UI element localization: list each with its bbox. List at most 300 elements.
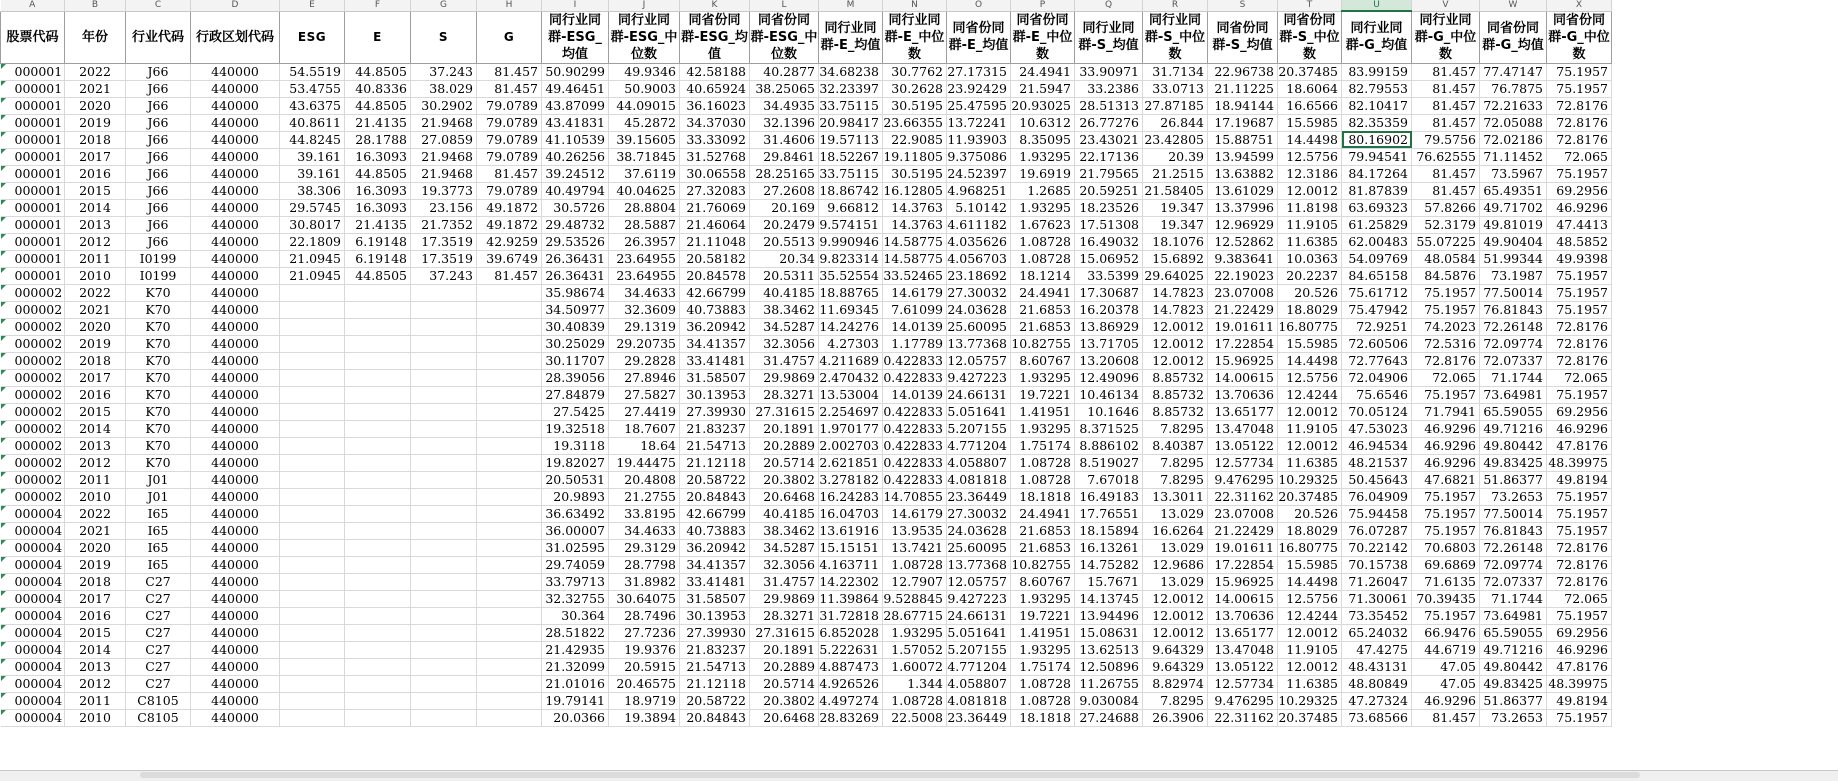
- data-cell[interactable]: 440000: [191, 97, 280, 114]
- data-cell[interactable]: 30.7762: [883, 63, 947, 80]
- data-cell[interactable]: 000004: [1, 675, 65, 692]
- data-cell[interactable]: 29.74059: [542, 556, 609, 573]
- data-cell[interactable]: 20.84578: [680, 267, 750, 284]
- data-cell[interactable]: 13.37996: [1208, 199, 1278, 216]
- data-cell[interactable]: 50.90299: [542, 63, 609, 80]
- data-cell[interactable]: 29.2828: [609, 352, 680, 369]
- data-cell[interactable]: 14.0139: [883, 386, 947, 403]
- data-cell[interactable]: 80.16902: [1342, 131, 1412, 148]
- data-cell[interactable]: 440000: [191, 624, 280, 641]
- data-cell[interactable]: 84.65158: [1342, 267, 1412, 284]
- data-cell[interactable]: 34.4935: [750, 97, 819, 114]
- data-cell[interactable]: 2021: [65, 80, 126, 97]
- data-cell[interactable]: [411, 590, 477, 607]
- data-cell[interactable]: 1.41951: [1011, 403, 1075, 420]
- data-cell[interactable]: 20.1891: [750, 420, 819, 437]
- data-cell[interactable]: 49.81019: [1480, 216, 1547, 233]
- data-cell[interactable]: 72.065: [1547, 590, 1612, 607]
- data-cell[interactable]: 1.970177: [819, 420, 883, 437]
- data-cell[interactable]: 2022: [65, 63, 126, 80]
- data-cell[interactable]: 76.07287: [1342, 522, 1412, 539]
- data-cell[interactable]: 17.3519: [411, 250, 477, 267]
- data-cell[interactable]: 72.8176: [1547, 318, 1612, 335]
- data-cell[interactable]: 73.64981: [1480, 607, 1547, 624]
- data-cell[interactable]: 17.30687: [1075, 284, 1143, 301]
- data-cell[interactable]: 39.6749: [477, 250, 542, 267]
- data-cell[interactable]: 48.80849: [1342, 675, 1412, 692]
- data-cell[interactable]: 13.7421: [883, 539, 947, 556]
- data-cell[interactable]: 23.07008: [1208, 505, 1278, 522]
- data-cell[interactable]: [411, 403, 477, 420]
- data-cell[interactable]: 82.79553: [1342, 80, 1412, 97]
- data-cell[interactable]: 21.79565: [1075, 165, 1143, 182]
- data-cell[interactable]: 40.8336: [345, 80, 411, 97]
- data-cell[interactable]: 79.94541: [1342, 148, 1412, 165]
- data-cell[interactable]: 32.32755: [542, 590, 609, 607]
- data-cell[interactable]: 13.77368: [947, 556, 1011, 573]
- data-cell[interactable]: 9.427223: [947, 369, 1011, 386]
- data-cell[interactable]: 4.211689: [819, 352, 883, 369]
- data-cell[interactable]: 7.8295: [1143, 692, 1208, 709]
- data-cell[interactable]: 4.968251: [947, 182, 1011, 199]
- data-cell[interactable]: 8.35095: [1011, 131, 1075, 148]
- column-letter-p[interactable]: P: [1011, 0, 1075, 11]
- data-cell[interactable]: 20.84843: [680, 709, 750, 726]
- data-cell[interactable]: 000004: [1, 607, 65, 624]
- data-cell[interactable]: C27: [126, 573, 191, 590]
- data-cell[interactable]: 46.9296: [1547, 199, 1612, 216]
- data-cell[interactable]: 23.156: [411, 199, 477, 216]
- data-cell[interactable]: 440000: [191, 573, 280, 590]
- data-cell[interactable]: 81.457: [477, 267, 542, 284]
- data-cell[interactable]: 21.5947: [1011, 80, 1075, 97]
- data-cell[interactable]: 49.9346: [609, 63, 680, 80]
- data-cell[interactable]: 44.8505: [345, 165, 411, 182]
- data-cell[interactable]: 20.3802: [750, 471, 819, 488]
- data-cell[interactable]: 44.8505: [345, 267, 411, 284]
- data-cell[interactable]: 5.051641: [947, 403, 1011, 420]
- data-cell[interactable]: [345, 607, 411, 624]
- data-cell[interactable]: 9.66812: [819, 199, 883, 216]
- data-cell[interactable]: [345, 590, 411, 607]
- data-cell[interactable]: 76.81843: [1480, 522, 1547, 539]
- data-cell[interactable]: [411, 692, 477, 709]
- data-cell[interactable]: 2015: [65, 182, 126, 199]
- data-cell[interactable]: 12.0012: [1143, 607, 1208, 624]
- data-cell[interactable]: 40.4185: [750, 284, 819, 301]
- data-cell[interactable]: K70: [126, 318, 191, 335]
- data-cell[interactable]: 2010: [65, 267, 126, 284]
- data-cell[interactable]: 9.476295: [1208, 692, 1278, 709]
- data-cell[interactable]: 20.37485: [1278, 63, 1342, 80]
- data-cell[interactable]: 31.8982: [609, 573, 680, 590]
- data-cell[interactable]: 24.03628: [947, 522, 1011, 539]
- data-cell[interactable]: 47.27324: [1342, 692, 1412, 709]
- data-cell[interactable]: 18.88765: [819, 284, 883, 301]
- data-cell[interactable]: 71.30061: [1342, 590, 1412, 607]
- data-cell[interactable]: 33.8195: [609, 505, 680, 522]
- data-cell[interactable]: 16.80775: [1278, 539, 1342, 556]
- data-cell[interactable]: 1.2685: [1011, 182, 1075, 199]
- data-cell[interactable]: 49.8194: [1547, 471, 1612, 488]
- data-cell[interactable]: 2020: [65, 539, 126, 556]
- data-cell[interactable]: 20.6468: [750, 709, 819, 726]
- data-cell[interactable]: 44.8245: [280, 131, 345, 148]
- data-cell[interactable]: 17.19687: [1208, 114, 1278, 131]
- data-cell[interactable]: 1.344: [883, 675, 947, 692]
- data-cell[interactable]: 49.80442: [1480, 658, 1547, 675]
- data-cell[interactable]: 55.07225: [1412, 233, 1480, 250]
- data-cell[interactable]: 9.427223: [947, 590, 1011, 607]
- data-cell[interactable]: 2011: [65, 692, 126, 709]
- data-cell[interactable]: 13.65177: [1208, 403, 1278, 420]
- data-cell[interactable]: K70: [126, 335, 191, 352]
- data-cell[interactable]: 16.12805: [883, 182, 947, 199]
- data-cell[interactable]: 47.8176: [1547, 437, 1612, 454]
- data-cell[interactable]: 12.4244: [1278, 607, 1342, 624]
- data-cell[interactable]: 13.029: [1143, 573, 1208, 590]
- data-cell[interactable]: 2017: [65, 148, 126, 165]
- data-cell[interactable]: 69.2956: [1547, 182, 1612, 199]
- column-letter-e[interactable]: E: [280, 0, 345, 11]
- data-cell[interactable]: 19.9376: [609, 641, 680, 658]
- data-cell[interactable]: 47.4275: [1342, 641, 1412, 658]
- data-cell[interactable]: 440000: [191, 658, 280, 675]
- column-letter-m[interactable]: M: [819, 0, 883, 11]
- data-cell[interactable]: 31.58507: [680, 369, 750, 386]
- data-cell[interactable]: 2013: [65, 658, 126, 675]
- data-cell[interactable]: 15.5985: [1278, 335, 1342, 352]
- data-cell[interactable]: J66: [126, 131, 191, 148]
- data-cell[interactable]: 12.05757: [947, 352, 1011, 369]
- data-cell[interactable]: 440000: [191, 539, 280, 556]
- data-cell[interactable]: [280, 692, 345, 709]
- data-cell[interactable]: 12.5756: [1278, 148, 1342, 165]
- data-cell[interactable]: 21.42935: [542, 641, 609, 658]
- data-cell[interactable]: 14.22302: [819, 573, 883, 590]
- data-cell[interactable]: 81.457: [1412, 709, 1480, 726]
- data-cell[interactable]: [280, 471, 345, 488]
- data-cell[interactable]: 13.20608: [1075, 352, 1143, 369]
- data-cell[interactable]: 27.5827: [609, 386, 680, 403]
- data-cell[interactable]: 42.58188: [680, 63, 750, 80]
- data-cell[interactable]: 63.69323: [1342, 199, 1412, 216]
- data-cell[interactable]: 21.2515: [1143, 165, 1208, 182]
- data-cell[interactable]: [345, 386, 411, 403]
- data-cell[interactable]: 41.10539: [542, 131, 609, 148]
- data-cell[interactable]: 29.48732: [542, 216, 609, 233]
- data-cell[interactable]: I65: [126, 539, 191, 556]
- data-cell[interactable]: 9.823314: [819, 250, 883, 267]
- data-cell[interactable]: 21.6853: [1011, 318, 1075, 335]
- data-cell[interactable]: 4.27303: [819, 335, 883, 352]
- data-cell[interactable]: 71.1744: [1480, 590, 1547, 607]
- data-cell[interactable]: 70.6803: [1412, 539, 1480, 556]
- data-cell[interactable]: 40.2877: [750, 63, 819, 80]
- data-cell[interactable]: 0.422833: [883, 437, 947, 454]
- data-cell[interactable]: 17.76551: [1075, 505, 1143, 522]
- data-cell[interactable]: 13.3011: [1143, 488, 1208, 505]
- data-cell[interactable]: J01: [126, 471, 191, 488]
- data-cell[interactable]: 61.25829: [1342, 216, 1412, 233]
- data-cell[interactable]: 0.422833: [883, 352, 947, 369]
- header-cell[interactable]: 同行业同群-S_均值: [1075, 11, 1143, 63]
- data-cell[interactable]: 81.457: [1412, 165, 1480, 182]
- data-cell[interactable]: [345, 675, 411, 692]
- column-letter-d[interactable]: D: [191, 0, 280, 11]
- data-cell[interactable]: 16.3093: [345, 148, 411, 165]
- data-cell[interactable]: [411, 573, 477, 590]
- data-cell[interactable]: 29.9869: [750, 369, 819, 386]
- data-cell[interactable]: 26.3906: [1143, 709, 1208, 726]
- column-letter-r[interactable]: R: [1143, 0, 1208, 11]
- data-cell[interactable]: 14.7823: [1143, 284, 1208, 301]
- data-cell[interactable]: 2011: [65, 250, 126, 267]
- data-cell[interactable]: 440000: [191, 148, 280, 165]
- data-cell[interactable]: 13.62513: [1075, 641, 1143, 658]
- data-cell[interactable]: [477, 488, 542, 505]
- data-cell[interactable]: 21.32099: [542, 658, 609, 675]
- column-letter-g[interactable]: G: [411, 0, 477, 11]
- data-cell[interactable]: 17.22854: [1208, 556, 1278, 573]
- data-cell[interactable]: 000002: [1, 488, 65, 505]
- data-cell[interactable]: [280, 539, 345, 556]
- data-cell[interactable]: 11.9105: [1278, 420, 1342, 437]
- column-letter-s[interactable]: S: [1208, 0, 1278, 11]
- data-cell[interactable]: 440000: [191, 352, 280, 369]
- data-cell[interactable]: 65.24032: [1342, 624, 1412, 641]
- data-cell[interactable]: 31.02595: [542, 539, 609, 556]
- data-cell[interactable]: 000001: [1, 233, 65, 250]
- data-cell[interactable]: 1.75174: [1011, 437, 1075, 454]
- data-cell[interactable]: 9.64329: [1143, 641, 1208, 658]
- data-cell[interactable]: 38.306: [280, 182, 345, 199]
- data-cell[interactable]: 30.06558: [680, 165, 750, 182]
- data-cell[interactable]: 70.22142: [1342, 539, 1412, 556]
- data-cell[interactable]: 13.05122: [1208, 658, 1278, 675]
- data-cell[interactable]: 43.6375: [280, 97, 345, 114]
- data-cell[interactable]: 24.4941: [1011, 284, 1075, 301]
- data-cell[interactable]: 5.10142: [947, 199, 1011, 216]
- data-cell[interactable]: 1.08728: [883, 692, 947, 709]
- data-cell[interactable]: 10.29325: [1278, 471, 1342, 488]
- data-cell[interactable]: 73.2653: [1480, 488, 1547, 505]
- data-cell[interactable]: 23.07008: [1208, 284, 1278, 301]
- data-cell[interactable]: 29.9869: [750, 590, 819, 607]
- data-cell[interactable]: 31.58507: [680, 590, 750, 607]
- data-cell[interactable]: 12.0012: [1278, 658, 1342, 675]
- data-cell[interactable]: 9.574151: [819, 216, 883, 233]
- data-cell[interactable]: 76.62555: [1412, 148, 1480, 165]
- data-cell[interactable]: 2019: [65, 335, 126, 352]
- data-cell[interactable]: 20.5714: [750, 454, 819, 471]
- data-cell[interactable]: [280, 420, 345, 437]
- data-cell[interactable]: 38.029: [411, 80, 477, 97]
- data-cell[interactable]: [411, 301, 477, 318]
- data-cell[interactable]: 2.254697: [819, 403, 883, 420]
- data-cell[interactable]: 12.5756: [1278, 590, 1342, 607]
- data-cell[interactable]: 70.15738: [1342, 556, 1412, 573]
- data-cell[interactable]: 16.04703: [819, 505, 883, 522]
- data-cell[interactable]: 20.6468: [750, 488, 819, 505]
- data-cell[interactable]: 2018: [65, 573, 126, 590]
- data-cell[interactable]: 7.61099: [883, 301, 947, 318]
- data-cell[interactable]: [477, 573, 542, 590]
- column-letter-b[interactable]: B: [65, 0, 126, 11]
- data-cell[interactable]: 1.08728: [1011, 675, 1075, 692]
- data-cell[interactable]: 21.2755: [609, 488, 680, 505]
- data-cell[interactable]: 20.2479: [750, 216, 819, 233]
- data-cell[interactable]: 38.71845: [609, 148, 680, 165]
- data-cell[interactable]: 13.70636: [1208, 386, 1278, 403]
- data-cell[interactable]: 10.6312: [1011, 114, 1075, 131]
- data-cell[interactable]: 21.11048: [680, 233, 750, 250]
- data-cell[interactable]: 13.05122: [1208, 437, 1278, 454]
- data-cell[interactable]: 40.4185: [750, 505, 819, 522]
- data-cell[interactable]: [411, 675, 477, 692]
- data-cell[interactable]: 27.7236: [609, 624, 680, 641]
- data-cell[interactable]: 2018: [65, 352, 126, 369]
- data-cell[interactable]: 27.2608: [750, 182, 819, 199]
- header-cell[interactable]: 同省份同群-S_中位数: [1279, 12, 1340, 62]
- data-cell[interactable]: 36.16023: [680, 97, 750, 114]
- data-cell[interactable]: 26.3957: [609, 233, 680, 250]
- data-cell[interactable]: 72.8176: [1547, 335, 1612, 352]
- data-cell[interactable]: 000004: [1, 556, 65, 573]
- data-cell[interactable]: 71.6135: [1412, 573, 1480, 590]
- data-cell[interactable]: 28.7798: [609, 556, 680, 573]
- data-cell[interactable]: 76.04909: [1342, 488, 1412, 505]
- data-cell[interactable]: 24.4941: [1011, 505, 1075, 522]
- data-cell[interactable]: 1.08728: [1011, 454, 1075, 471]
- data-cell[interactable]: 75.1957: [1547, 607, 1612, 624]
- data-cell[interactable]: 19.347: [1143, 216, 1208, 233]
- data-cell[interactable]: 74.2023: [1412, 318, 1480, 335]
- data-cell[interactable]: J66: [126, 216, 191, 233]
- data-cell[interactable]: 23.66355: [883, 114, 947, 131]
- data-cell[interactable]: 49.83425: [1480, 454, 1547, 471]
- data-cell[interactable]: I65: [126, 522, 191, 539]
- data-cell[interactable]: 84.17264: [1342, 165, 1412, 182]
- data-cell[interactable]: 14.4498: [1278, 573, 1342, 590]
- data-cell[interactable]: 21.83237: [680, 641, 750, 658]
- data-cell[interactable]: [477, 301, 542, 318]
- data-cell[interactable]: 2019: [65, 556, 126, 573]
- data-cell[interactable]: 000001: [1, 63, 65, 80]
- data-cell[interactable]: 38.3462: [750, 522, 819, 539]
- data-cell[interactable]: 2020: [65, 318, 126, 335]
- data-cell[interactable]: 77.47147: [1480, 63, 1547, 80]
- data-cell[interactable]: 79.0789: [477, 131, 542, 148]
- data-cell[interactable]: 79.0789: [477, 97, 542, 114]
- data-cell[interactable]: 21.54713: [680, 658, 750, 675]
- header-cell[interactable]: 同省份同群-G_均值: [1480, 11, 1547, 63]
- data-cell[interactable]: 20.2237: [1278, 267, 1342, 284]
- data-cell[interactable]: 14.7823: [1143, 301, 1208, 318]
- data-cell[interactable]: [345, 403, 411, 420]
- data-cell[interactable]: 8.60767: [1011, 573, 1075, 590]
- data-cell[interactable]: 46.94534: [1342, 437, 1412, 454]
- data-cell[interactable]: 2022: [65, 284, 126, 301]
- data-cell[interactable]: 000004: [1, 692, 65, 709]
- data-cell[interactable]: K70: [126, 420, 191, 437]
- data-cell[interactable]: 46.9296: [1547, 641, 1612, 658]
- data-cell[interactable]: 14.58775: [883, 250, 947, 267]
- data-cell[interactable]: 8.886102: [1075, 437, 1143, 454]
- data-cell[interactable]: 34.41357: [680, 335, 750, 352]
- data-cell[interactable]: 39.15605: [609, 131, 680, 148]
- data-cell[interactable]: 12.5756: [1278, 369, 1342, 386]
- data-cell[interactable]: 20.93025: [1011, 97, 1075, 114]
- data-cell[interactable]: 27.8946: [609, 369, 680, 386]
- data-cell[interactable]: 8.85732: [1143, 386, 1208, 403]
- data-cell[interactable]: 000001: [1, 97, 65, 114]
- data-cell[interactable]: 71.11452: [1480, 148, 1547, 165]
- data-cell[interactable]: 75.1957: [1547, 522, 1612, 539]
- data-cell[interactable]: 27.5425: [542, 403, 609, 420]
- data-cell[interactable]: 25.60095: [947, 539, 1011, 556]
- data-cell[interactable]: 32.1396: [750, 114, 819, 131]
- data-cell[interactable]: [411, 658, 477, 675]
- data-cell[interactable]: 34.5287: [750, 318, 819, 335]
- data-cell[interactable]: 12.0012: [1143, 335, 1208, 352]
- data-cell[interactable]: 20.5311: [750, 267, 819, 284]
- data-cell[interactable]: [477, 437, 542, 454]
- data-cell[interactable]: 27.24688: [1075, 709, 1143, 726]
- data-cell[interactable]: 46.9296: [1412, 692, 1480, 709]
- data-cell[interactable]: 20.58722: [680, 471, 750, 488]
- data-cell[interactable]: 70.39435: [1412, 590, 1480, 607]
- data-cell[interactable]: 000001: [1, 250, 65, 267]
- data-cell[interactable]: 6.19148: [345, 250, 411, 267]
- data-cell[interactable]: 28.39056: [542, 369, 609, 386]
- data-cell[interactable]: 4.611182: [947, 216, 1011, 233]
- data-cell[interactable]: C27: [126, 641, 191, 658]
- data-cell[interactable]: 18.94144: [1208, 97, 1278, 114]
- data-cell[interactable]: 440000: [191, 284, 280, 301]
- data-cell[interactable]: 72.9251: [1342, 318, 1412, 335]
- data-cell[interactable]: [345, 658, 411, 675]
- data-cell[interactable]: 36.20942: [680, 318, 750, 335]
- header-cell[interactable]: 同省份同群-G_中位数: [1548, 12, 1610, 62]
- data-cell[interactable]: 21.6853: [1011, 301, 1075, 318]
- data-cell[interactable]: 49.46451: [542, 80, 609, 97]
- data-cell[interactable]: 000002: [1, 403, 65, 420]
- data-cell[interactable]: [345, 318, 411, 335]
- data-cell[interactable]: 72.8176: [1547, 114, 1612, 131]
- data-cell[interactable]: 20.526: [1278, 505, 1342, 522]
- data-cell[interactable]: 14.58775: [883, 233, 947, 250]
- data-cell[interactable]: 440000: [191, 590, 280, 607]
- data-cell[interactable]: C27: [126, 658, 191, 675]
- data-cell[interactable]: 75.94458: [1342, 505, 1412, 522]
- data-cell[interactable]: 51.86377: [1480, 692, 1547, 709]
- data-cell[interactable]: [411, 556, 477, 573]
- data-cell[interactable]: 1.93295: [883, 624, 947, 641]
- data-cell[interactable]: 440000: [191, 335, 280, 352]
- data-cell[interactable]: [477, 505, 542, 522]
- data-cell[interactable]: 440000: [191, 488, 280, 505]
- data-cell[interactable]: 21.76069: [680, 199, 750, 216]
- data-cell[interactable]: [280, 522, 345, 539]
- data-cell[interactable]: [345, 488, 411, 505]
- data-cell[interactable]: 27.4419: [609, 403, 680, 420]
- data-cell[interactable]: 7.8295: [1143, 471, 1208, 488]
- data-cell[interactable]: 23.18692: [947, 267, 1011, 284]
- data-cell[interactable]: 49.80442: [1480, 437, 1547, 454]
- data-cell[interactable]: [345, 335, 411, 352]
- data-cell[interactable]: [477, 352, 542, 369]
